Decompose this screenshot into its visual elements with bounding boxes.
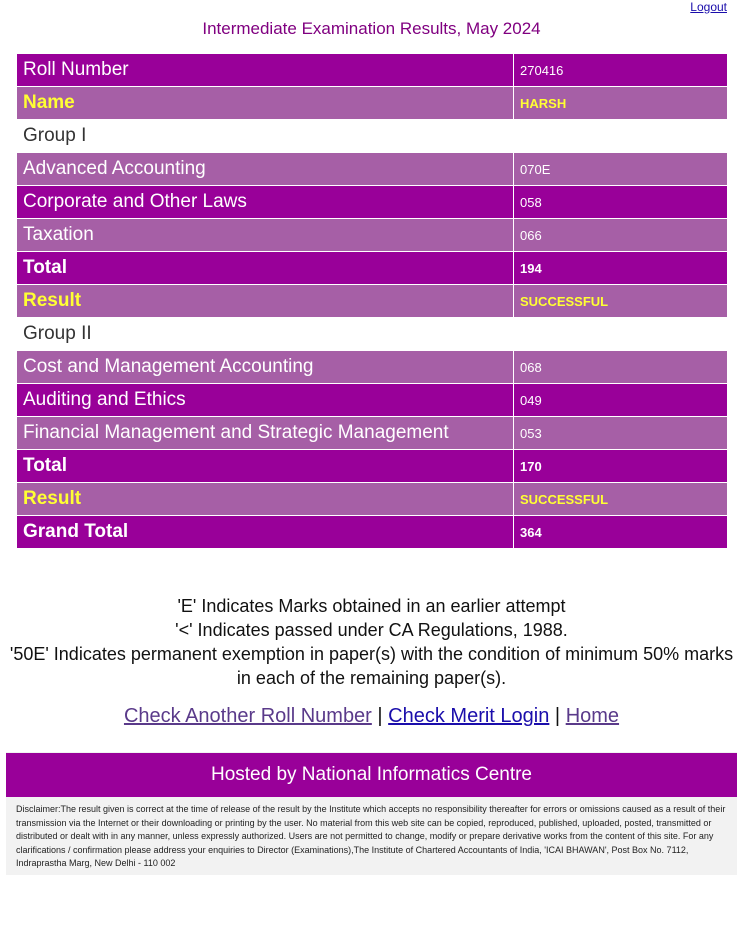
total-value: 194 <box>514 252 728 285</box>
table-row-subject <box>17 186 728 219</box>
table-row-name <box>17 87 728 120</box>
roll-number-value: 270416 <box>514 54 728 87</box>
group-2-heading: Group II <box>17 318 728 351</box>
footer-links <box>6 705 737 728</box>
table-row-subject <box>17 153 728 186</box>
total-value: 170 <box>514 450 728 483</box>
result-label: Result <box>17 285 514 318</box>
subject-label: Taxation <box>17 219 514 252</box>
subject-label: Financial Management and Strategic Management <box>17 417 514 450</box>
table-row-subject <box>17 384 728 417</box>
check-another-roll-number-link[interactable]: Check Another Roll Number <box>123 705 372 727</box>
table-row-roll-number <box>17 54 728 87</box>
legend-notes <box>6 594 737 690</box>
subject-marks: 053 <box>514 417 728 450</box>
result-value: SUCCESSFUL <box>514 483 728 516</box>
note-exemption: '50E' Indicates permanent exemption in paper(s) with the condition of minimum 50% marks in each of the remaining paper(s). <box>9 644 734 688</box>
table-row-group-2-result <box>17 483 728 516</box>
table-row-group-2-total <box>17 450 728 483</box>
result-card <box>6 0 737 752</box>
table-row-subject <box>17 417 728 450</box>
subject-marks: 068 <box>514 351 728 384</box>
subject-marks: 066 <box>514 219 728 252</box>
hosted-by-text: Hosted by National Informatics Centre <box>210 764 533 785</box>
table-row-subject <box>17 351 728 384</box>
grand-total-label: Grand Total <box>17 516 514 549</box>
note-earlier-attempt: 'E' Indicates Marks obtained in an earlier attempt <box>177 596 566 616</box>
disclaimer-text: Disclaimer:The result given is correct at the time of release of the result by the Institute which accepts no responsibility thereafter for errors or omissions caused as a result of their transmission via the Internet or their downloading or printing by the user. No material from this web site can be copied, reproduced, published, uploaded, posted, transmitted or distributed or dealt with in any manner, unless expressly authorized. Users are not permitted to change, modify or prepare derivative works from the content of this site. For any clarifications / confirmation please address your enquiries to Director (Examinations),The Institute of Chartered Accountants of India, 'ICAI BHAWAN', Post Box No. 7112, Indraprastha Marg, New Delhi - 110 002 <box>16 804 726 869</box>
check-merit-login-link[interactable]: Check Merit Login <box>388 705 550 727</box>
total-label: Total <box>17 252 514 285</box>
subject-label: Auditing and Ethics <box>17 384 514 417</box>
table-row-group-1-result <box>17 285 728 318</box>
hosted-by-banner <box>6 753 737 797</box>
table-row-grand-total <box>17 516 728 549</box>
note-ca-regulations: '<' Indicates passed under CA Regulations, 1988. <box>175 620 568 640</box>
name-label: Name <box>17 87 514 120</box>
results-table <box>16 53 728 549</box>
table-row-subject <box>17 219 728 252</box>
subject-marks: 058 <box>514 186 728 219</box>
roll-number-label: Roll Number <box>17 54 514 87</box>
link-separator: | <box>554 705 561 727</box>
page-title: Intermediate Examination Results, May 2024 <box>202 19 541 38</box>
subject-label: Cost and Management Accounting <box>17 351 514 384</box>
logout-link[interactable]: Logout <box>690 0 727 14</box>
result-label: Result <box>17 483 514 516</box>
link-separator: | <box>377 705 383 727</box>
name-value: HARSH <box>514 87 728 120</box>
page <box>6 0 737 875</box>
group-1-heading: Group I <box>17 120 728 153</box>
table-row-group-1-total <box>17 252 728 285</box>
grand-total-value: 364 <box>514 516 728 549</box>
subject-marks: 070E <box>514 153 728 186</box>
group-heading-row <box>17 120 728 153</box>
subject-label: Corporate and Other Laws <box>17 186 514 219</box>
result-value: SUCCESSFUL <box>514 285 728 318</box>
subject-label: Advanced Accounting <box>17 153 514 186</box>
home-link[interactable]: Home <box>565 705 620 727</box>
subject-marks: 049 <box>514 384 728 417</box>
group-heading-row <box>17 318 728 351</box>
total-label: Total <box>17 450 514 483</box>
